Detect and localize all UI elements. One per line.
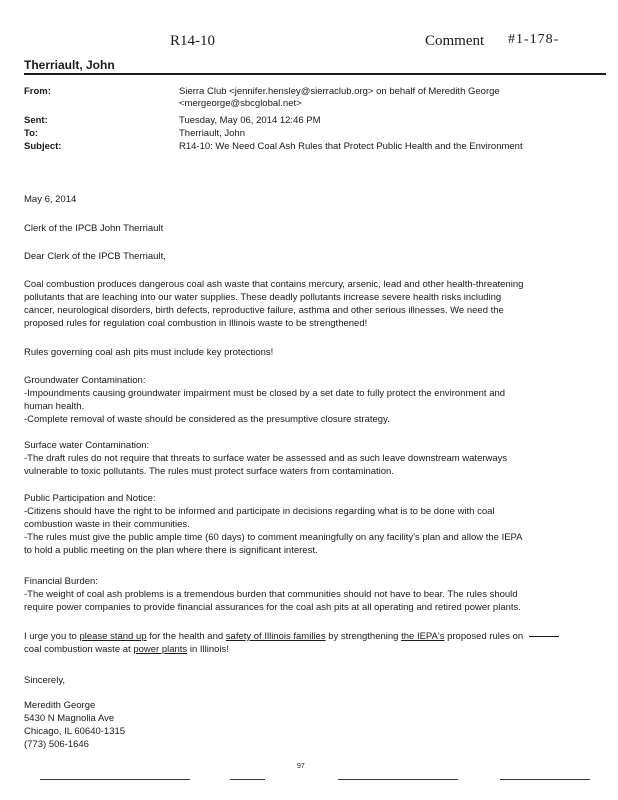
paragraph-intro — [24, 278, 584, 330]
text-line: -The rules must give the public ample time (60 days) to comment meaningfully on any facility's plan and allow the IEPA — [24, 532, 523, 543]
text-line: cancer, neurological disorders, birth defects, reproductive failure, asthma and other serious illnesses. We need the — [24, 305, 504, 316]
from-value-line-1: Sierra Club <jennifer.hensley@sierraclub.org> on behalf of Meredith George — [179, 86, 500, 97]
text-line: to hold a public meeting on the plan where there is significant interest. — [24, 545, 318, 556]
to-label: To: — [24, 128, 39, 139]
text-line: -The draft rules do not require that threats to surface water be assessed and as such leave downstream waterways — [24, 453, 508, 464]
sent-label: Sent: — [24, 115, 48, 126]
comment-label: Comment — [425, 33, 485, 49]
section-financial-burden — [24, 575, 584, 614]
letter-addressee: Clerk of the IPCB John Therriault — [24, 223, 164, 234]
letter-salutation: Dear Clerk of the IPCB Therriault, — [24, 251, 166, 262]
signature-block — [24, 699, 584, 751]
page-number: 97 — [297, 763, 305, 770]
docket-number: R14-10 — [170, 33, 215, 49]
text-line: combustion waste in their communities. — [24, 519, 190, 530]
sent-value: Tuesday, May 06, 2014 12:46 PM — [179, 115, 321, 126]
text-line: -Citizens should have the right to be informed and participate in decisions regarding what is to be done with coal — [24, 506, 495, 517]
section-public-participation — [24, 492, 584, 557]
section-heading: Surface water Contamination: — [24, 440, 150, 451]
footer-line — [230, 779, 265, 780]
subject-label: Subject: — [24, 141, 62, 152]
text-line: vulnerable to toxic pollutants. The rules must protect surface waters from contamination. — [24, 466, 394, 477]
letter-date: May 6, 2014 — [24, 194, 77, 205]
header-divider — [24, 73, 606, 75]
text-line: I urge you to please stand up for the health and safety of Illinois families by strengthening the IEPA's proposed rules on — [24, 630, 584, 643]
text-line: pollutants that are leaching into our water supplies. These deadly pollutants increase severe health risks including — [24, 292, 502, 303]
text-line: -The weight of coal ash problems is a tremendous burden that communities should not have to bear. The rules should — [24, 589, 518, 600]
text-line: require power companies to provide financial assurances for the coal ash pits at all operating and retired power plants. — [24, 602, 521, 613]
signoff: Sincerely, — [24, 675, 66, 686]
to-value: Therriault, John — [179, 128, 246, 139]
from-value-line-2: <mergeorge@sbcglobal.net> — [179, 98, 302, 109]
text-line: coal combustion waste at power plants in Illinois! — [24, 644, 229, 655]
from-value — [179, 86, 599, 110]
section-surface-water — [24, 439, 584, 478]
footer-line — [40, 779, 190, 780]
section-heading: Groundwater Contamination: — [24, 375, 146, 386]
paragraph-closing — [24, 630, 584, 656]
footer-line — [500, 779, 590, 780]
section-heading: Public Participation and Notice: — [24, 493, 156, 504]
signature-name: Meredith George — [24, 700, 96, 711]
sender-name: Therriault, John — [24, 58, 115, 72]
text-line: proposed rules for regulation coal combustion in Illinois waste to be strengthened! — [24, 318, 368, 329]
text-line: human health. — [24, 401, 85, 412]
signature-address-2: Chicago, IL 60640-1315 — [24, 726, 126, 737]
section-heading: Financial Burden: — [24, 576, 98, 587]
from-label: From: — [24, 86, 51, 97]
comment-number: #1-178- — [508, 32, 560, 47]
text-line: Coal combustion produces dangerous coal ash waste that contains mercury, arsenic, lead and other health-threatening — [24, 279, 524, 290]
footer-line — [338, 779, 458, 780]
section-groundwater — [24, 374, 584, 426]
paragraph-protections: Rules governing coal ash pits must include key protections! — [24, 347, 274, 358]
handwritten-underline-mark — [529, 636, 559, 637]
subject-value: R14-10: We Need Coal Ash Rules that Protect Public Health and the Environment — [179, 141, 523, 152]
signature-phone: (773) 506-1646 — [24, 739, 89, 750]
text-line: -Complete removal of waste should be considered as the presumptive closure strategy. — [24, 414, 390, 425]
signature-address-1: 5430 N Magnolia Ave — [24, 713, 115, 724]
text-line: -Impoundments causing groundwater impairment must be closed by a set date to fully protect the environment and — [24, 388, 506, 399]
